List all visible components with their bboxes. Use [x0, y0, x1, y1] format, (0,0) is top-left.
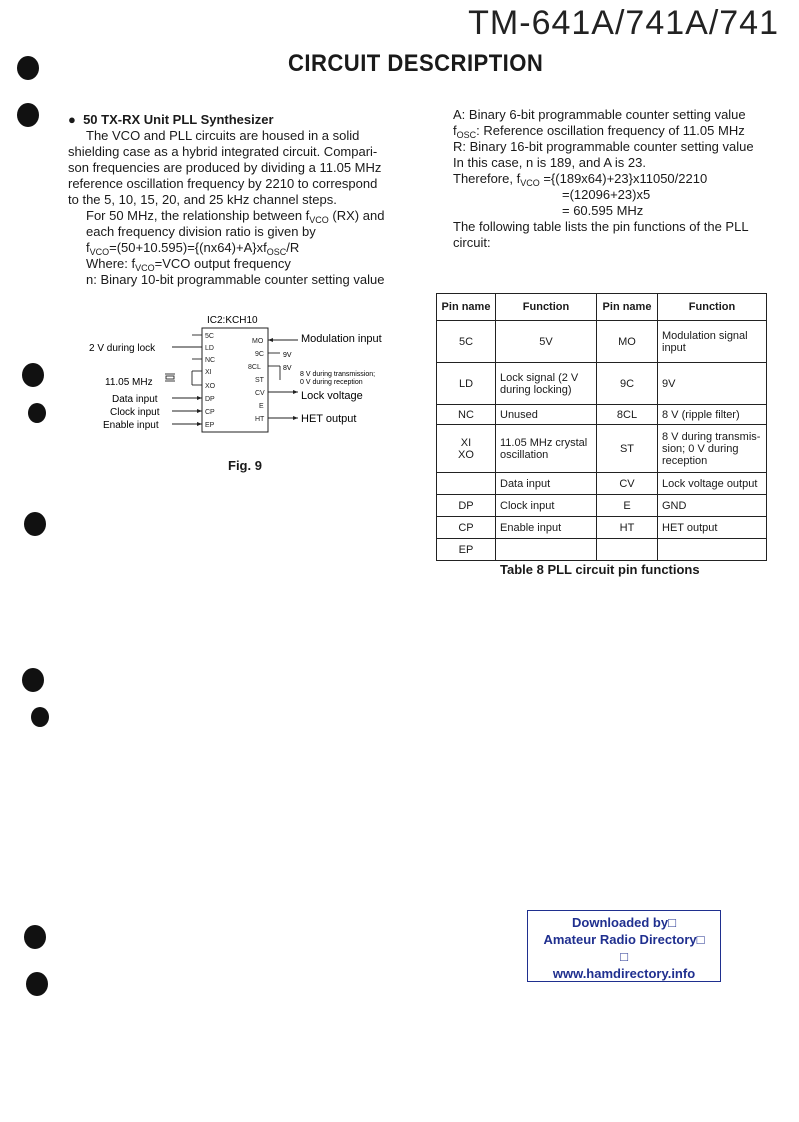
cell: LD	[437, 363, 496, 405]
arrow-icon	[197, 396, 202, 400]
pin-label-cv: CV	[255, 390, 265, 397]
where-line: Where: $f_{VCO}=VCO$ output frequency	[86, 256, 291, 273]
download-stamp	[527, 910, 721, 982]
pin-function-table	[436, 293, 767, 561]
lock-voltage-label: Lock voltage	[301, 390, 363, 402]
table-row	[437, 517, 767, 539]
cell: Lock signal (2 V during locking)	[496, 363, 597, 405]
cell: 8 V during transmis-sion; 0 V during reception	[658, 425, 767, 473]
binder-hole	[22, 668, 44, 692]
col-header: Pin name	[437, 294, 496, 321]
table-intro: The following table lists the pin functions of the PLL	[453, 219, 749, 234]
cell: HET output	[658, 517, 767, 539]
bullet-icon: ●	[68, 112, 84, 127]
para-line: to the 5, 10, 15, 20, and 25 kHz channel steps.	[68, 192, 337, 207]
table-row	[437, 425, 767, 473]
pll-block-diagram	[80, 310, 420, 480]
arrow-icon	[293, 416, 298, 420]
para-line: The VCO and PLL circuits are housed in a solid	[86, 128, 360, 143]
cell: ST	[597, 425, 658, 473]
cell: 8 V (ripple filter)	[658, 405, 767, 425]
cell: 8CL	[597, 405, 658, 425]
9v-label: 9V	[283, 352, 292, 359]
osc-label: 11.05 MHz	[105, 377, 153, 388]
table-row	[437, 539, 767, 561]
binder-hole	[28, 403, 46, 423]
pin-label-xi: XI	[205, 369, 212, 376]
figure-caption: Fig. 9	[228, 458, 262, 473]
col-header: Function	[658, 294, 767, 321]
cell: Unused	[496, 405, 597, 425]
pin-label-dp: DP	[205, 396, 215, 403]
table-caption: Table 8 PLL circuit pin functions	[500, 562, 700, 577]
cell: DP	[437, 495, 496, 517]
section-heading	[68, 112, 274, 128]
lock-label: 2 V during lock	[89, 343, 156, 354]
cell: Lock voltage output	[658, 473, 767, 495]
pin-label-9c: 9C	[255, 351, 264, 358]
table-row	[437, 321, 767, 363]
cell	[597, 539, 658, 561]
cell: GND	[658, 495, 767, 517]
binder-hole	[26, 972, 48, 996]
enable-input-label: Enable input	[103, 420, 159, 431]
cell	[437, 473, 496, 495]
cell: Data input	[496, 473, 597, 495]
data-input-label: Data input	[112, 394, 158, 405]
col-header: Function	[496, 294, 597, 321]
section-heading-text: 50 TX-RX Unit PLL Synthesizer	[83, 112, 274, 127]
para-line: shielding case as a hybrid integrated circuit. Compari-	[68, 144, 378, 159]
cell: 11.05 MHz crystal oscillation	[496, 425, 597, 473]
cell: CP	[437, 517, 496, 539]
r-definition: R: Binary 16-bit programmable counter setting value	[453, 139, 754, 154]
pin-label-cp: CP	[205, 409, 215, 416]
pin-label-xo: XO	[205, 383, 216, 390]
cell: Modulation signal input	[658, 321, 767, 363]
cell	[496, 539, 597, 561]
stamp-line: Downloaded by□	[572, 915, 676, 930]
table-row	[437, 405, 767, 425]
pin-label-ld: LD	[205, 345, 214, 352]
cell: HT	[597, 517, 658, 539]
pin-label-st: ST	[255, 377, 264, 384]
case-line: In this case, n is 189, and A is 23.	[453, 155, 646, 170]
tx-label: 8 V during transmission;	[300, 371, 376, 378]
para-line: each frequency division ratio is given by	[86, 224, 316, 239]
ic-label: IC2:KCH10	[207, 315, 258, 326]
clock-input-label: Clock input	[110, 407, 160, 418]
pin-label-ep: EP	[205, 422, 215, 429]
model-number: TM-641A/741A/741	[468, 4, 779, 42]
cell: MO	[597, 321, 658, 363]
arrow-icon	[197, 422, 202, 426]
modulation-input-label: Modulation input	[301, 333, 382, 345]
cell: 9C	[597, 363, 658, 405]
crystal-icon	[165, 374, 175, 381]
cell: E	[597, 495, 658, 517]
binder-hole	[22, 363, 44, 387]
table-row	[437, 473, 767, 495]
col-header: Pin name	[597, 294, 658, 321]
het-output-label: HET output	[301, 413, 357, 425]
arrow-icon	[268, 338, 273, 342]
para-line: son frequencies are produced by dividing a 11.05 MHz	[68, 160, 382, 175]
cell: 5C	[437, 321, 496, 363]
cell	[658, 539, 767, 561]
arrow-icon	[293, 390, 298, 394]
cell: 9V	[658, 363, 767, 405]
pin-label-8cl: 8CL	[248, 364, 261, 371]
a-definition: A: Binary 6-bit programmable counter setting value	[453, 107, 746, 122]
pin-label-5c: 5C	[205, 333, 214, 340]
para-line: reference oscillation frequency by 2210 to correspond	[68, 176, 378, 191]
cell: Enable input	[496, 517, 597, 539]
arrow-icon	[197, 409, 202, 413]
table-row	[437, 495, 767, 517]
page-title: CIRCUIT DESCRIPTION	[288, 50, 544, 77]
binder-hole	[31, 707, 49, 727]
binder-hole	[24, 512, 46, 536]
stamp-link[interactable]: www.hamdirectory.info	[552, 966, 696, 981]
pin-label-mo: MO	[252, 338, 264, 345]
para-line: For 50 MHz, the relationship between $f_{VCO}$ (RX) and	[86, 208, 385, 225]
binder-hole	[17, 56, 39, 80]
stamp-line: Amateur Radio Directory□	[543, 932, 705, 947]
cell: Clock input	[496, 495, 597, 517]
pin-label-nc: NC	[205, 357, 216, 364]
cell: XI XO	[437, 425, 496, 473]
cell: 5V	[496, 321, 597, 363]
pin-label-e: E	[259, 403, 264, 410]
equation-line: = 60.595 MHz	[562, 203, 644, 218]
cell: NC	[437, 405, 496, 425]
stamp-line: □	[620, 949, 628, 964]
cell: CV	[597, 473, 658, 495]
n-definition: n: Binary 10-bit programmable counter setting value	[86, 272, 385, 287]
fosc-definition: $f_{OSC}$: Reference oscillation frequency of 11.05 MHz	[453, 123, 745, 140]
pin-label-ht: HT	[255, 416, 265, 423]
table-intro: circuit:	[453, 235, 491, 250]
binder-hole	[24, 925, 46, 949]
cell: EP	[437, 539, 496, 561]
binder-hole	[17, 103, 39, 127]
formula-line: $f_{VCO}=(50+10.595)=\{(nx64)+A\}xf_{OSC}/R$	[86, 240, 300, 257]
8v-label: 8V	[283, 365, 292, 372]
equation-line: =(12096+23)x5	[562, 187, 651, 202]
table-row	[437, 363, 767, 405]
therefore-line: Therefore, $f_{VCO} =\{(189x64)+23\}x11050/2210$	[453, 171, 708, 188]
rx-label: 0 V during reception	[300, 379, 363, 386]
